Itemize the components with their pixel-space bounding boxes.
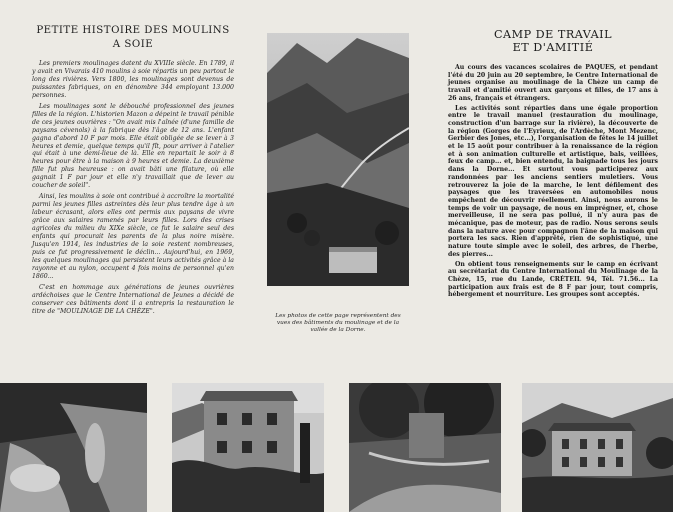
river-trees-photo xyxy=(349,383,501,512)
right-paragraph: Au cours des vacances scolaires de PAQUES, et pendant l'été du 20 juin au 20 septembre, le Centre International de jeunes organise au moulinage de la Chèze un camp de travail et d'amitié ouvert aux garçons et filles, de 17 ans à 26 ans, français et étrangers. xyxy=(448,64,658,102)
valley-photo xyxy=(267,33,409,286)
left-title-line2: A SOIE xyxy=(112,39,154,50)
left-title-line1: PETITE HISTOIRE DES MOULINS xyxy=(36,25,230,36)
mill-building-photo xyxy=(522,383,673,512)
left-paragraph: C'est en hommage aux générations de jeunes ouvrières ardéchoises que le Centre International de Jeunes a décidé de conserver ces bâtiments dont il a entrepris la restauration le titre de "MOULINAGE DE LA CHÈZE". xyxy=(32,283,234,315)
left-paragraph: Les premiers moulinages datent du XVIIIe siècle. En 1789, il y avait en Vivarais 410 moulins à soie répartis un peu partout le long des rivières. Vers 1800, les moulinages sont devenus de puissantes fabriques, on en dénombre 344 employant 13.000 personnes. xyxy=(32,60,234,99)
valley-photo-caption: Les photos de cette page représentent des vues des bâtiments du moulinage et de la vallée de la Dorne. xyxy=(275,313,401,334)
right-paragraph: On obtient tous renseignements sur le camp en écrivant au secrétariat du Centre International du Moulinage de la Chèze, 15, rue du Lande, CRÉTEIL 94, Tél. 71.56... La participation aux frais est de 8 F par jour, tout compris, hébergement et nourriture. Les groupes sont acceptés. xyxy=(448,260,658,299)
left-article-title xyxy=(32,24,234,52)
left-paragraph: Ainsi, les moulins à soie ont contribué à accroître la mortalité parmi les jeunes filles astreintes dès leur plus tendre âge à un labeur écrasant, alors elles ont permis aux paysans de vivre grâce aux salaires ramenés par leurs filles. Lors des crises agricoles du milieu du XIXe siècle, ce fut le salaire seul des enfants qui procurait les parents de la plus noire misère. Jusqu'en 1914, les industries de la soie restent nombreuses, puis ce fut progressivement le déclin... Aujourd'hui, en 1969, les quelques moulinages qui persistent leurs activités grâce à la rayonne et au nylon, occupent 4 fois moins de personnel qu'en 1860... xyxy=(32,193,234,280)
stream-photo xyxy=(0,383,147,512)
right-title-line2: ET D'AMITIÉ xyxy=(512,41,594,54)
right-title-line1: CAMP DE TRAVAIL xyxy=(493,28,613,41)
left-article xyxy=(32,24,234,319)
stone-house-photo xyxy=(172,383,324,512)
right-article xyxy=(448,28,658,301)
right-article-title xyxy=(448,28,658,54)
right-paragraph: Les activités sont réparties dans une égale proportion entre le travail manuel (restauration du moulinage, construction d'un barrage sur la rivière), la découverte de la région (Gorges de l'Eyrieux, de l'Ardèche, Mont Mezenc, Gerbier des Jones, etc...), l'organisation de fêtes le 14 juillet et le 15 août pour contribuer à la renaissance de la région et à son animation culturelle et artistique, bals, veillées, feux de camp... et, bien entendu, la baignade tous les jours dans la Dorne... Et surtout vous participerez aux randonnées par les anciens sentiers muletiers. Vous retrouverez la joie de la marche, le lent défilement des paysages que les traversées en automobiles nous empêchent de découvrir réellement. Ainsi, nous aurons le temps de voir un paysage, de nous en imprégner, et, chose merveilleuse, il ne sera pas pollué, il n'y aura pas de mécanique, pas de moteur, pas de radio. Nous serons seuls dans la nature avec pour compagnon l'âne de la maison qui portera les sacs. Rien d'apprêté, rien de sophistiqué, une nature toute simple avec le soleil, des arbres, de l'herbe, des pierres... xyxy=(448,104,658,258)
left-paragraph: Les moulinages sont le débouché professionnel des jeunes filles de la région. L'historien Mazon a dépeint le travail pénible de ces jeunes ouvrières : "On avait mis l'aînée (d'une famille de paysans cévenols) à la fabrique dès l'âge de 12 ans. L'enfant gagna d'abord 10 F par mois. Elle était obligée de se lever à 3 heures et demie, quelque temps qu'il fît, pour arriver à l'atelier qui était à une demi-lieue de là. Elle en repartait le soir à 8 heures pour être à la maison à 9 heures et demie. La deuxième fille fut plus heureuse : on avait bâti une filature, où elle gagnait 1 F par jour et elle n'y travaillait que de lever au coucher de soleil". xyxy=(32,102,234,190)
